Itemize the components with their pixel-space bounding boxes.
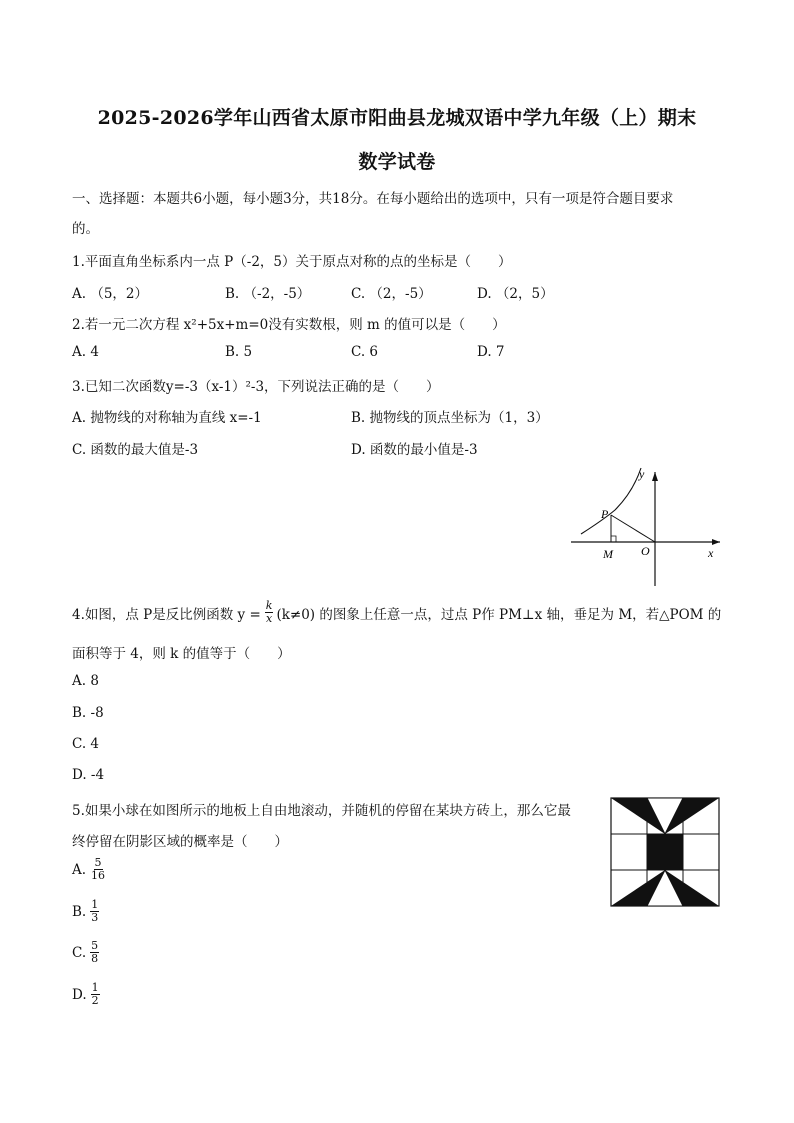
q5-option-d-den: 2 xyxy=(91,994,99,1007)
q2-option-a: A. 4 xyxy=(72,344,99,360)
q5-option-c-num: 5 xyxy=(91,939,99,952)
q5-option-a-fraction xyxy=(90,857,106,882)
q5-option-b xyxy=(72,899,99,924)
q5-option-b-fraction xyxy=(90,899,99,924)
q1-option-b: B. （-2，-5） xyxy=(225,286,311,302)
label-m: M xyxy=(603,547,613,561)
q1-option-d: D. （2，5） xyxy=(477,286,554,302)
q1-stem: 1.平面直角坐标系内一点 P（-2，5）关于原点对称的点的坐标是（ ） xyxy=(72,254,512,270)
q4-figure xyxy=(565,462,725,592)
q5-option-d-letter: D. xyxy=(72,986,87,1003)
exam-title-line1: 2025-2026学年山西省太原市阳曲县龙城双语中学九年级（上）期末 xyxy=(97,107,697,129)
q5-option-d-num: 1 xyxy=(91,981,99,994)
segment-po xyxy=(611,515,655,542)
q5-option-a-num: 5 xyxy=(94,856,102,869)
q4-option-b: B. -8 xyxy=(72,705,104,721)
q5-option-d xyxy=(72,982,100,1007)
q5-option-b-den: 3 xyxy=(91,911,99,924)
q3-stem: 3.已知二次函数y=-3（x-1）²-3，下列说法正确的是（ ） xyxy=(72,379,440,395)
q4-option-c: C. 4 xyxy=(72,736,100,752)
q3-option-b: B. 抛物线的顶点坐标为（1，3） xyxy=(351,410,549,426)
q5-option-a-letter: A. xyxy=(72,861,87,878)
q2-stem: 2.若一元二次方程 x²+5x+m=0没有实数根，则 m 的值可以是（ ） xyxy=(72,317,506,333)
y-axis-arrow xyxy=(652,472,658,481)
exam-title-line2: 数学试卷 xyxy=(358,151,436,173)
q1-option-c: C. （2，-5） xyxy=(351,286,432,302)
q3-option-c: C. 函数的最大值是-3 xyxy=(72,442,199,458)
q5-option-b-num: 1 xyxy=(91,898,99,911)
q5-option-d-fraction xyxy=(91,982,100,1007)
q4-stem-line2: 面积等于 4，则 k 的值等于（ ） xyxy=(72,646,291,662)
q5-stem-line1: 5.如果小球在如图所示的地板上自由地滚动，并随机的停留在某块方砖上，那么它最 xyxy=(72,803,571,819)
q1-option-a: A. （5，2） xyxy=(72,286,149,302)
q4-fraction xyxy=(265,600,274,625)
x-axis-arrow xyxy=(712,539,720,545)
q4-stem-line1 xyxy=(72,600,721,625)
label-y: y xyxy=(639,467,645,481)
q4-fraction-num: k xyxy=(265,599,273,612)
q3-option-a: A. 抛物线的对称轴为直线 x=-1 xyxy=(72,410,262,426)
q3-option-d: D. 函数的最小值是-3 xyxy=(351,442,478,458)
q4-option-d: D. -4 xyxy=(72,767,105,783)
q2-option-c: C. 6 xyxy=(351,344,379,360)
q5-option-a xyxy=(72,857,106,882)
q5-stem-line2: 终停留在阴影区域的概率是（ ） xyxy=(72,834,288,850)
q5-tile-figure xyxy=(610,797,722,909)
right-angle-mark xyxy=(611,536,616,542)
q4-fraction-den: x xyxy=(266,612,273,625)
q2-option-d: D. 7 xyxy=(477,344,505,360)
q4-stem-prefix: 4.如图，点 P是反比例函数 y = xyxy=(72,606,261,623)
q5-option-a-den: 16 xyxy=(91,869,106,882)
q5-option-c-den: 8 xyxy=(91,952,99,965)
section-intro-line2: 的。 xyxy=(72,221,99,237)
q5-option-b-letter: B. xyxy=(72,903,87,920)
q4-stem-suffix: (k≠0) 的图象上任意一点，过点 P作 PM⊥x 轴，垂足为 M，若△POM 的 xyxy=(276,606,722,623)
section-intro-line1: 一、选择题：本题共6小题，每小题3分，共18分。在每小题给出的选项中，只有一项是符合题目要求 xyxy=(72,191,674,207)
q2-option-b: B. 5 xyxy=(225,344,253,360)
tile-center-square xyxy=(647,834,683,870)
q5-option-c xyxy=(72,940,99,965)
q5-option-c-fraction xyxy=(90,940,99,965)
label-o: O xyxy=(641,544,650,558)
label-p: P xyxy=(601,507,609,521)
q4-option-a: A. 8 xyxy=(72,673,99,689)
label-x: x xyxy=(708,546,714,560)
q5-option-c-letter: C. xyxy=(72,944,87,961)
